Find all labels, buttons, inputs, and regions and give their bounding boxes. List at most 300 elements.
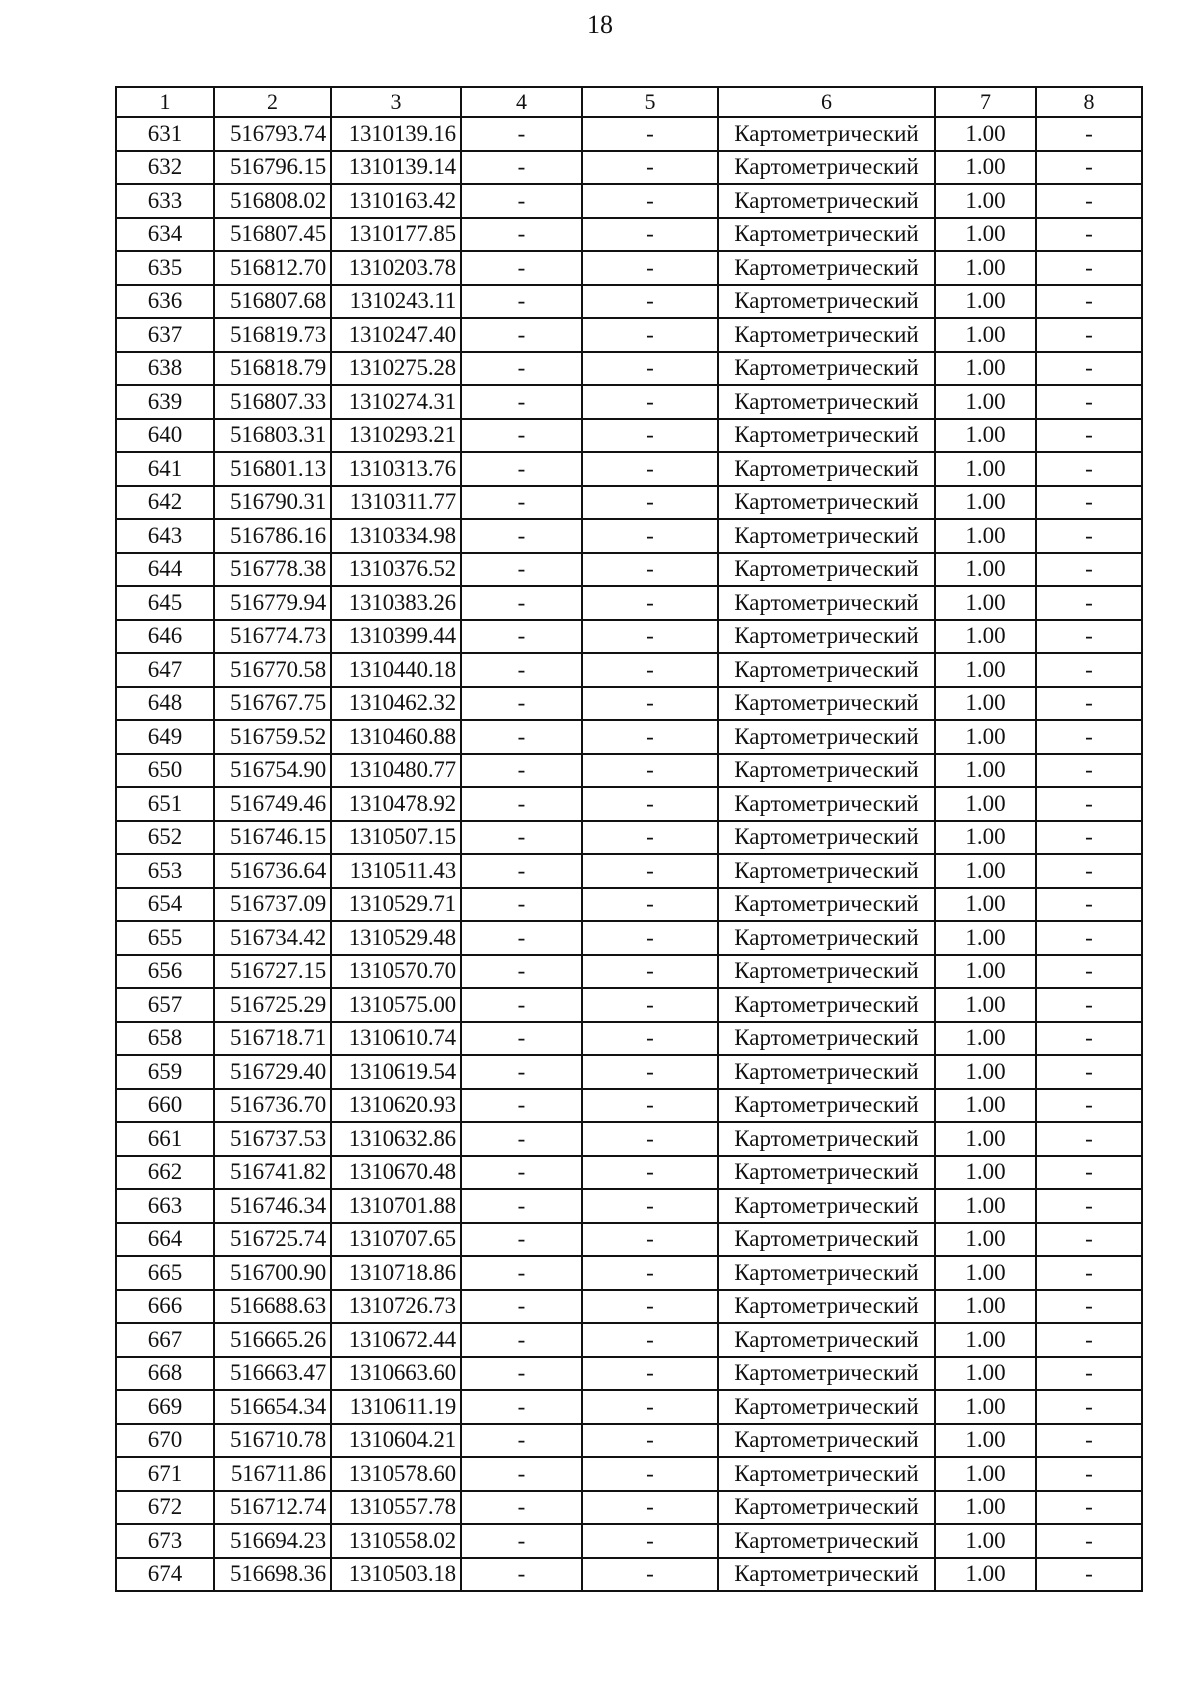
column-8-cell: -: [1036, 988, 1142, 1022]
column-5-cell: -: [582, 754, 718, 788]
table-row: [116, 1558, 1142, 1592]
table-row: [116, 754, 1142, 788]
x-coordinate-cell: 516818.79: [214, 352, 331, 386]
accuracy-cell: 1.00: [935, 1323, 1036, 1357]
method-cell: Картометрический: [718, 117, 935, 151]
method-cell: Картометрический: [718, 1089, 935, 1123]
accuracy-cell: 1.00: [935, 1357, 1036, 1391]
column-4-cell: -: [461, 1491, 582, 1525]
x-coordinate-cell: 516812.70: [214, 251, 331, 285]
column-8-cell: -: [1036, 318, 1142, 352]
method-cell: Картометрический: [718, 1122, 935, 1156]
accuracy-cell: 1.00: [935, 921, 1036, 955]
column-5-cell: -: [582, 1424, 718, 1458]
x-coordinate-cell: 516734.42: [214, 921, 331, 955]
column-5-cell: -: [582, 184, 718, 218]
column-4-cell: -: [461, 352, 582, 386]
column-4-cell: -: [461, 988, 582, 1022]
accuracy-cell: 1.00: [935, 452, 1036, 486]
table-row: [116, 653, 1142, 687]
method-cell: Картометрический: [718, 452, 935, 486]
method-cell: Картометрический: [718, 921, 935, 955]
accuracy-cell: 1.00: [935, 988, 1036, 1022]
column-5-cell: -: [582, 151, 718, 185]
method-cell: Картометрический: [718, 1256, 935, 1290]
method-cell: Картометрический: [718, 1457, 935, 1491]
column-5-cell: -: [582, 486, 718, 520]
table-header-row: [116, 87, 1142, 117]
accuracy-cell: 1.00: [935, 720, 1036, 754]
accuracy-cell: 1.00: [935, 117, 1036, 151]
column-5-cell: -: [582, 1290, 718, 1324]
column-8-cell: -: [1036, 1524, 1142, 1558]
method-cell: Картометрический: [718, 620, 935, 654]
y-coordinate-cell: 1310247.40: [331, 318, 461, 352]
point-number-cell: 660: [116, 1089, 214, 1123]
column-8-cell: -: [1036, 620, 1142, 654]
accuracy-cell: 1.00: [935, 151, 1036, 185]
coordinates-table: [115, 86, 1143, 1592]
column-5-cell: -: [582, 251, 718, 285]
x-coordinate-cell: 516710.78: [214, 1424, 331, 1458]
accuracy-cell: 1.00: [935, 620, 1036, 654]
column-8-cell: -: [1036, 787, 1142, 821]
column-8-cell: -: [1036, 553, 1142, 587]
column-8-cell: -: [1036, 921, 1142, 955]
accuracy-cell: 1.00: [935, 1089, 1036, 1123]
point-number-cell: 664: [116, 1223, 214, 1257]
x-coordinate-cell: 516786.16: [214, 519, 331, 553]
point-number-cell: 669: [116, 1390, 214, 1424]
accuracy-cell: 1.00: [935, 318, 1036, 352]
column-8-cell: -: [1036, 419, 1142, 453]
table-row: [116, 519, 1142, 553]
method-cell: Картометрический: [718, 151, 935, 185]
column-8-cell: -: [1036, 1055, 1142, 1089]
table-row: [116, 1457, 1142, 1491]
y-coordinate-cell: 1310604.21: [331, 1424, 461, 1458]
accuracy-cell: 1.00: [935, 218, 1036, 252]
y-coordinate-cell: 1310707.65: [331, 1223, 461, 1257]
column-header: 7: [935, 87, 1036, 117]
y-coordinate-cell: 1310460.88: [331, 720, 461, 754]
column-4-cell: -: [461, 419, 582, 453]
point-number-cell: 643: [116, 519, 214, 553]
method-cell: Картометрический: [718, 1055, 935, 1089]
column-4-cell: -: [461, 1323, 582, 1357]
column-4-cell: -: [461, 1156, 582, 1190]
column-5-cell: -: [582, 1524, 718, 1558]
point-number-cell: 640: [116, 419, 214, 453]
column-4-cell: -: [461, 955, 582, 989]
column-4-cell: -: [461, 888, 582, 922]
method-cell: Картометрический: [718, 1524, 935, 1558]
accuracy-cell: 1.00: [935, 184, 1036, 218]
point-number-cell: 650: [116, 754, 214, 788]
accuracy-cell: 1.00: [935, 653, 1036, 687]
table-row: [116, 1524, 1142, 1558]
column-5-cell: -: [582, 1357, 718, 1391]
y-coordinate-cell: 1310440.18: [331, 653, 461, 687]
column-8-cell: -: [1036, 653, 1142, 687]
point-number-cell: 668: [116, 1357, 214, 1391]
accuracy-cell: 1.00: [935, 1055, 1036, 1089]
column-5-cell: -: [582, 218, 718, 252]
column-5-cell: -: [582, 519, 718, 553]
accuracy-cell: 1.00: [935, 821, 1036, 855]
column-4-cell: -: [461, 184, 582, 218]
x-coordinate-cell: 516729.40: [214, 1055, 331, 1089]
x-coordinate-cell: 516736.64: [214, 854, 331, 888]
column-header: 3: [331, 87, 461, 117]
method-cell: Картометрический: [718, 218, 935, 252]
point-number-cell: 659: [116, 1055, 214, 1089]
table-row: [116, 352, 1142, 386]
column-5-cell: -: [582, 1156, 718, 1190]
y-coordinate-cell: 1310610.74: [331, 1022, 461, 1056]
accuracy-cell: 1.00: [935, 352, 1036, 386]
column-5-cell: -: [582, 318, 718, 352]
y-coordinate-cell: 1310718.86: [331, 1256, 461, 1290]
column-8-cell: -: [1036, 1290, 1142, 1324]
point-number-cell: 661: [116, 1122, 214, 1156]
x-coordinate-cell: 516688.63: [214, 1290, 331, 1324]
point-number-cell: 672: [116, 1491, 214, 1525]
table-row: [116, 318, 1142, 352]
method-cell: Картометрический: [718, 419, 935, 453]
point-number-cell: 636: [116, 285, 214, 319]
x-coordinate-cell: 516711.86: [214, 1457, 331, 1491]
column-8-cell: -: [1036, 1122, 1142, 1156]
table-row: [116, 1089, 1142, 1123]
accuracy-cell: 1.00: [935, 888, 1036, 922]
accuracy-cell: 1.00: [935, 519, 1036, 553]
column-8-cell: -: [1036, 1156, 1142, 1190]
page-number: 18: [587, 10, 613, 39]
column-4-cell: -: [461, 1089, 582, 1123]
x-coordinate-cell: 516779.94: [214, 586, 331, 620]
column-8-cell: -: [1036, 854, 1142, 888]
x-coordinate-cell: 516774.73: [214, 620, 331, 654]
column-4-cell: -: [461, 754, 582, 788]
column-4-cell: -: [461, 854, 582, 888]
x-coordinate-cell: 516807.68: [214, 285, 331, 319]
table-row: [116, 586, 1142, 620]
accuracy-cell: 1.00: [935, 854, 1036, 888]
column-8-cell: -: [1036, 385, 1142, 419]
column-8-cell: -: [1036, 519, 1142, 553]
column-header: 2: [214, 87, 331, 117]
column-5-cell: -: [582, 1223, 718, 1257]
x-coordinate-cell: 516665.26: [214, 1323, 331, 1357]
column-8-cell: -: [1036, 720, 1142, 754]
table-row: [116, 1390, 1142, 1424]
y-coordinate-cell: 1310311.77: [331, 486, 461, 520]
column-5-cell: -: [582, 1558, 718, 1592]
y-coordinate-cell: 1310558.02: [331, 1524, 461, 1558]
table-row: [116, 787, 1142, 821]
y-coordinate-cell: 1310529.71: [331, 888, 461, 922]
point-number-cell: 648: [116, 687, 214, 721]
method-cell: Картометрический: [718, 1357, 935, 1391]
x-coordinate-cell: 516807.33: [214, 385, 331, 419]
table-row: [116, 452, 1142, 486]
column-5-cell: -: [582, 452, 718, 486]
column-4-cell: -: [461, 787, 582, 821]
column-4-cell: -: [461, 1357, 582, 1391]
column-8-cell: -: [1036, 218, 1142, 252]
y-coordinate-cell: 1310399.44: [331, 620, 461, 654]
method-cell: Картометрический: [718, 1323, 935, 1357]
accuracy-cell: 1.00: [935, 553, 1036, 587]
accuracy-cell: 1.00: [935, 1424, 1036, 1458]
column-8-cell: -: [1036, 452, 1142, 486]
method-cell: Картометрический: [718, 1156, 935, 1190]
column-4-cell: -: [461, 486, 582, 520]
x-coordinate-cell: 516736.70: [214, 1089, 331, 1123]
point-number-cell: 639: [116, 385, 214, 419]
column-5-cell: -: [582, 921, 718, 955]
column-4-cell: -: [461, 1524, 582, 1558]
y-coordinate-cell: 1310557.78: [331, 1491, 461, 1525]
column-8-cell: -: [1036, 1256, 1142, 1290]
column-5-cell: -: [582, 352, 718, 386]
method-cell: Картометрический: [718, 821, 935, 855]
point-number-cell: 673: [116, 1524, 214, 1558]
y-coordinate-cell: 1310619.54: [331, 1055, 461, 1089]
point-number-cell: 632: [116, 151, 214, 185]
method-cell: Картометрический: [718, 1189, 935, 1223]
table-row: [116, 553, 1142, 587]
accuracy-cell: 1.00: [935, 754, 1036, 788]
y-coordinate-cell: 1310570.70: [331, 955, 461, 989]
column-header: 6: [718, 87, 935, 117]
point-number-cell: 670: [116, 1424, 214, 1458]
x-coordinate-cell: 516663.47: [214, 1357, 331, 1391]
table-row: [116, 988, 1142, 1022]
point-number-cell: 653: [116, 854, 214, 888]
table-row: [116, 720, 1142, 754]
table-row: [116, 1491, 1142, 1525]
y-coordinate-cell: 1310507.15: [331, 821, 461, 855]
table-row: [116, 1055, 1142, 1089]
method-cell: Картометрический: [718, 318, 935, 352]
column-4-cell: -: [461, 1256, 582, 1290]
table-row: [116, 151, 1142, 185]
column-5-cell: -: [582, 955, 718, 989]
column-4-cell: -: [461, 519, 582, 553]
y-coordinate-cell: 1310620.93: [331, 1089, 461, 1123]
column-4-cell: -: [461, 586, 582, 620]
point-number-cell: 645: [116, 586, 214, 620]
column-5-cell: -: [582, 1323, 718, 1357]
x-coordinate-cell: 516700.90: [214, 1256, 331, 1290]
table-body: [116, 117, 1142, 1591]
table-row: [116, 1290, 1142, 1324]
method-cell: Картометрический: [718, 251, 935, 285]
column-8-cell: -: [1036, 184, 1142, 218]
accuracy-cell: 1.00: [935, 1290, 1036, 1324]
y-coordinate-cell: 1310462.32: [331, 687, 461, 721]
point-number-cell: 635: [116, 251, 214, 285]
table-row: [116, 821, 1142, 855]
column-header: 8: [1036, 87, 1142, 117]
column-8-cell: -: [1036, 1491, 1142, 1525]
column-5-cell: -: [582, 285, 718, 319]
table-row: [116, 1256, 1142, 1290]
x-coordinate-cell: 516778.38: [214, 553, 331, 587]
point-number-cell: 654: [116, 888, 214, 922]
x-coordinate-cell: 516770.58: [214, 653, 331, 687]
column-4-cell: -: [461, 1189, 582, 1223]
x-coordinate-cell: 516790.31: [214, 486, 331, 520]
y-coordinate-cell: 1310529.48: [331, 921, 461, 955]
column-8-cell: -: [1036, 285, 1142, 319]
table-row: [116, 687, 1142, 721]
y-coordinate-cell: 1310611.19: [331, 1390, 461, 1424]
accuracy-cell: 1.00: [935, 1022, 1036, 1056]
x-coordinate-cell: 516759.52: [214, 720, 331, 754]
column-8-cell: -: [1036, 1022, 1142, 1056]
accuracy-cell: 1.00: [935, 1457, 1036, 1491]
accuracy-cell: 1.00: [935, 1390, 1036, 1424]
method-cell: Картометрический: [718, 653, 935, 687]
table-row: [116, 620, 1142, 654]
accuracy-cell: 1.00: [935, 486, 1036, 520]
method-cell: Картометрический: [718, 787, 935, 821]
column-4-cell: -: [461, 251, 582, 285]
column-8-cell: -: [1036, 888, 1142, 922]
column-4-cell: -: [461, 921, 582, 955]
column-5-cell: -: [582, 888, 718, 922]
y-coordinate-cell: 1310726.73: [331, 1290, 461, 1324]
y-coordinate-cell: 1310177.85: [331, 218, 461, 252]
accuracy-cell: 1.00: [935, 787, 1036, 821]
table-row: [116, 184, 1142, 218]
point-number-cell: 666: [116, 1290, 214, 1324]
table-row: [116, 955, 1142, 989]
column-4-cell: -: [461, 553, 582, 587]
accuracy-cell: 1.00: [935, 1491, 1036, 1525]
column-5-cell: -: [582, 1457, 718, 1491]
accuracy-cell: 1.00: [935, 285, 1036, 319]
method-cell: Картометрический: [718, 1022, 935, 1056]
table-row: [116, 1156, 1142, 1190]
table-row: [116, 285, 1142, 319]
point-number-cell: 641: [116, 452, 214, 486]
x-coordinate-cell: 516725.29: [214, 988, 331, 1022]
point-number-cell: 633: [116, 184, 214, 218]
x-coordinate-cell: 516727.15: [214, 955, 331, 989]
x-coordinate-cell: 516737.09: [214, 888, 331, 922]
column-4-cell: -: [461, 821, 582, 855]
column-5-cell: -: [582, 687, 718, 721]
y-coordinate-cell: 1310139.16: [331, 117, 461, 151]
column-8-cell: -: [1036, 687, 1142, 721]
y-coordinate-cell: 1310480.77: [331, 754, 461, 788]
column-4-cell: -: [461, 1055, 582, 1089]
point-number-cell: 637: [116, 318, 214, 352]
column-4-cell: -: [461, 1290, 582, 1324]
method-cell: Картометрический: [718, 888, 935, 922]
point-number-cell: 667: [116, 1323, 214, 1357]
y-coordinate-cell: 1310478.92: [331, 787, 461, 821]
point-number-cell: 656: [116, 955, 214, 989]
method-cell: Картометрический: [718, 385, 935, 419]
column-5-cell: -: [582, 117, 718, 151]
column-header: 1: [116, 87, 214, 117]
column-header: 4: [461, 87, 582, 117]
table-row: [116, 486, 1142, 520]
y-coordinate-cell: 1310274.31: [331, 385, 461, 419]
column-5-cell: -: [582, 653, 718, 687]
column-8-cell: -: [1036, 821, 1142, 855]
method-cell: Картометрический: [718, 285, 935, 319]
column-8-cell: -: [1036, 352, 1142, 386]
column-8-cell: -: [1036, 1223, 1142, 1257]
point-number-cell: 663: [116, 1189, 214, 1223]
point-number-cell: 646: [116, 620, 214, 654]
accuracy-cell: 1.00: [935, 1558, 1036, 1592]
accuracy-cell: 1.00: [935, 419, 1036, 453]
x-coordinate-cell: 516767.75: [214, 687, 331, 721]
column-8-cell: -: [1036, 251, 1142, 285]
point-number-cell: 652: [116, 821, 214, 855]
column-5-cell: -: [582, 1122, 718, 1156]
table-row: [116, 385, 1142, 419]
column-5-cell: -: [582, 586, 718, 620]
column-4-cell: -: [461, 1223, 582, 1257]
column-4-cell: -: [461, 620, 582, 654]
y-coordinate-cell: 1310701.88: [331, 1189, 461, 1223]
y-coordinate-cell: 1310334.98: [331, 519, 461, 553]
point-number-cell: 657: [116, 988, 214, 1022]
method-cell: Картометрический: [718, 586, 935, 620]
column-5-cell: -: [582, 1089, 718, 1123]
method-cell: Картометрический: [718, 352, 935, 386]
x-coordinate-cell: 516801.13: [214, 452, 331, 486]
column-5-cell: -: [582, 821, 718, 855]
column-5-cell: -: [582, 854, 718, 888]
point-number-cell: 638: [116, 352, 214, 386]
method-cell: Картометрический: [718, 519, 935, 553]
x-coordinate-cell: 516694.23: [214, 1524, 331, 1558]
column-5-cell: -: [582, 553, 718, 587]
method-cell: Картометрический: [718, 184, 935, 218]
table-row: [116, 218, 1142, 252]
column-4-cell: -: [461, 1558, 582, 1592]
point-number-cell: 634: [116, 218, 214, 252]
column-4-cell: -: [461, 151, 582, 185]
accuracy-cell: 1.00: [935, 385, 1036, 419]
method-cell: Картометрический: [718, 955, 935, 989]
y-coordinate-cell: 1310575.00: [331, 988, 461, 1022]
column-8-cell: -: [1036, 486, 1142, 520]
column-8-cell: -: [1036, 1457, 1142, 1491]
table-row: [116, 251, 1142, 285]
column-8-cell: -: [1036, 955, 1142, 989]
method-cell: Картометрический: [718, 1390, 935, 1424]
table-row: [116, 117, 1142, 151]
column-4-cell: -: [461, 385, 582, 419]
accuracy-cell: 1.00: [935, 1122, 1036, 1156]
y-coordinate-cell: 1310670.48: [331, 1156, 461, 1190]
x-coordinate-cell: 516712.74: [214, 1491, 331, 1525]
y-coordinate-cell: 1310313.76: [331, 452, 461, 486]
x-coordinate-cell: 516819.73: [214, 318, 331, 352]
y-coordinate-cell: 1310663.60: [331, 1357, 461, 1391]
column-4-cell: -: [461, 1424, 582, 1458]
